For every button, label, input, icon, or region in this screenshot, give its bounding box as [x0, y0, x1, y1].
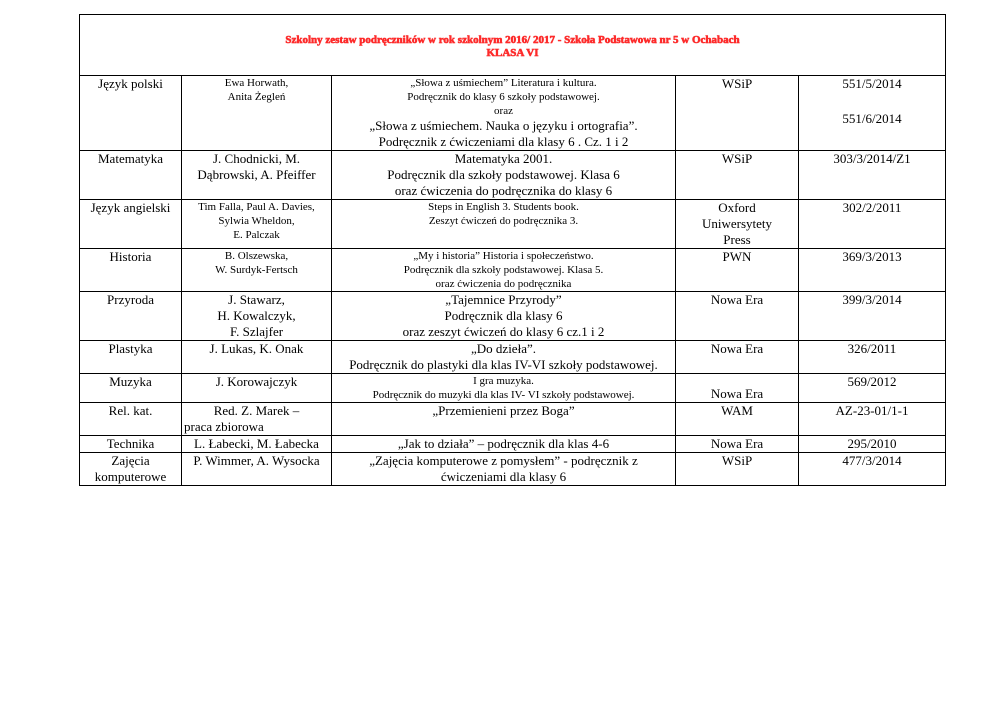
book-line: „Tajemnice Przyrody” — [445, 292, 562, 307]
book-cell — [332, 76, 676, 151]
number-cell — [799, 341, 946, 374]
publisher-line: Oxford — [718, 200, 756, 215]
subject-cell — [80, 403, 182, 436]
book-cell — [332, 403, 676, 436]
authors-cell — [182, 200, 332, 249]
publisher: WSiP — [721, 453, 753, 468]
publisher-cell — [676, 453, 799, 486]
publisher-cell — [676, 151, 799, 200]
publisher: Nowa Era — [710, 386, 764, 401]
book-line: Podręcznik dla szkoły podstawowej. Klasa 5. — [403, 264, 604, 276]
subject-line: Zajęcia — [111, 453, 150, 468]
authors-cell — [182, 403, 332, 436]
author-line: B. Olszewska, — [224, 250, 289, 262]
book-line: Podręcznik dla szkoły podstawowej. Klasa 6 — [387, 167, 620, 182]
book-line: oraz ćwiczenia do podręcznika — [435, 278, 572, 290]
subject: Muzyka — [109, 374, 152, 389]
book-line: „Przemienieni przez Boga” — [432, 403, 575, 418]
book-line: Podręcznik do muzyki dla klas IV- VI szkoły podstawowej. — [372, 389, 635, 401]
subject: Plastyka — [108, 341, 153, 356]
table-row — [80, 200, 946, 249]
book-cell — [332, 436, 676, 453]
publisher-line: Uniwersytety — [701, 216, 773, 231]
author-line: Anita Żegleń — [227, 91, 286, 103]
publisher-cell — [676, 249, 799, 292]
book-line: I gra muzyka. — [473, 375, 534, 387]
publisher: WAM — [721, 403, 753, 418]
authors-cell — [182, 292, 332, 341]
number-cell — [799, 403, 946, 436]
subject: Rel. kat. — [108, 403, 153, 418]
subject: Język angielski — [90, 200, 171, 215]
approval-number: 326/2011 — [847, 341, 897, 356]
publisher: PWN — [722, 249, 752, 264]
number-cell — [799, 200, 946, 249]
book-line: oraz — [494, 105, 513, 117]
author-line: Ewa Horwath, — [224, 77, 289, 89]
book-line: Podręcznik do klasy 6 szkoły podstawowej. — [407, 91, 600, 103]
subject-cell — [80, 341, 182, 374]
book-cell — [332, 292, 676, 341]
number-cell — [799, 151, 946, 200]
authors-cell — [182, 76, 332, 151]
publisher-cell — [676, 374, 799, 403]
book-line: „Do dzieła”. — [471, 341, 536, 356]
textbook-table — [79, 14, 946, 486]
approval-number: 569/2012 — [847, 374, 897, 389]
book-cell — [332, 453, 676, 486]
book-cell — [332, 341, 676, 374]
publisher-cell — [676, 200, 799, 249]
table-row — [80, 151, 946, 200]
approval-number: 303/3/2014/Z1 — [833, 151, 911, 166]
book-line: ćwiczeniami dla klasy 6 — [440, 469, 567, 484]
authors-cell — [182, 453, 332, 486]
book-line: Podręcznik z ćwiczeniami dla klasy 6 . Cz. 1 i 2 — [378, 134, 629, 149]
table-row — [80, 403, 946, 436]
book-cell — [332, 200, 676, 249]
author-line: J. Stawarz, — [228, 292, 285, 307]
author-line: praca zbiorowa — [184, 419, 264, 434]
publisher-cell — [676, 292, 799, 341]
book-line: „Słowa z uśmiechem. Nauka o języku i ortografia”. — [369, 118, 638, 133]
approval-number: 369/3/2013 — [842, 249, 902, 264]
authors-cell — [182, 436, 332, 453]
subject-cell — [80, 436, 182, 453]
publisher-cell — [676, 403, 799, 436]
number-cell — [799, 436, 946, 453]
book-line: Podręcznik dla klasy 6 — [444, 308, 563, 323]
book-line: „My i historia” Historia i społeczeństwo. — [413, 250, 594, 262]
title-row — [80, 15, 946, 76]
author-line: Dąbrowski, A. Pfeiffer — [197, 167, 316, 182]
approval-number: 551/6/2014 — [842, 111, 902, 126]
author-line: H. Kowalczyk, — [217, 308, 296, 323]
subject: Historia — [109, 249, 152, 264]
subject-cell — [80, 374, 182, 403]
number-cell — [799, 292, 946, 341]
table-row — [80, 292, 946, 341]
table-row — [80, 374, 946, 403]
publisher-cell — [676, 76, 799, 151]
book-line: „Słowa z uśmiechem” Literatura i kultura. — [410, 77, 597, 89]
authors-cell — [182, 341, 332, 374]
approval-number: 551/5/2014 — [842, 76, 902, 91]
subject-line: komputerowe — [94, 469, 167, 484]
book-line: oraz ćwiczenia do podręcznika do klasy 6 — [394, 183, 613, 198]
subject: Matematyka — [98, 151, 163, 166]
approval-number: 295/2010 — [847, 436, 897, 451]
book-cell — [332, 249, 676, 292]
author-line: W. Surdyk-Fertsch — [215, 264, 298, 276]
authors-cell — [182, 374, 332, 403]
subject: Język polski — [98, 76, 163, 91]
approval-number: 399/3/2014 — [842, 292, 902, 307]
table-row — [80, 76, 946, 151]
author-line: E. Palczak — [233, 229, 280, 241]
book-line: Zeszyt ćwiczeń do podręcznika 3. — [428, 215, 579, 227]
book-cell — [332, 374, 676, 403]
subject: Technika — [106, 436, 155, 451]
publisher: WSiP — [721, 76, 753, 91]
book-line: Podręcznik do plastyki dla klas IV-VI szkoły podstawowej. — [349, 357, 658, 372]
number-cell — [799, 249, 946, 292]
table-row — [80, 436, 946, 453]
author-line: J. Chodnicki, M. — [212, 151, 301, 166]
subject-cell — [80, 453, 182, 486]
author-line: L. Łabecki, M. Łabecka — [194, 436, 319, 451]
authors-cell — [182, 249, 332, 292]
book-line: oraz zeszyt ćwiczeń do klasy 6 cz.1 i 2 — [402, 324, 605, 339]
table-row — [80, 249, 946, 292]
author-line: F. Szlajfer — [229, 324, 284, 339]
document-page — [79, 14, 945, 486]
number-cell — [799, 76, 946, 151]
publisher: Nowa Era — [710, 292, 764, 307]
subject-cell — [80, 151, 182, 200]
publisher: WSiP — [721, 151, 753, 166]
publisher-line: Press — [723, 232, 751, 247]
author-line: Tim Falla, Paul A. Davies, — [198, 201, 315, 213]
book-line: „Jak to działa” – podręcznik dla klas 4-6 — [397, 436, 610, 451]
subject-cell — [80, 76, 182, 151]
publisher-cell — [676, 436, 799, 453]
author-line: J. Lukas, K. Onak — [209, 341, 304, 356]
authors-cell — [182, 151, 332, 200]
publisher-cell — [676, 341, 799, 374]
book-line: Matematyka 2001. — [454, 151, 553, 166]
author-line: J. Korowajczyk — [215, 374, 298, 389]
approval-number: AZ-23-01/1-1 — [835, 403, 909, 418]
table-row — [80, 341, 946, 374]
number-cell — [799, 453, 946, 486]
book-cell — [332, 151, 676, 200]
subject-cell — [80, 200, 182, 249]
book-line: „Zajęcia komputerowe z pomysłem” - podręcznik z — [369, 453, 638, 468]
approval-number: 302/2/2011 — [842, 200, 902, 215]
approval-number: 477/3/2014 — [842, 453, 902, 468]
document-title: Szkolny zestaw podręczników w rok szkolnym 2016/ 2017 - Szkoła Podstawowa nr 5 w Ochabach — [285, 34, 740, 46]
author-line: Red. Z. Marek – — [213, 403, 300, 418]
table-row — [80, 453, 946, 486]
number-cell — [799, 374, 946, 403]
subject-cell — [80, 292, 182, 341]
author-line: Sylwia Wheldon, — [218, 215, 295, 227]
subject: Przyroda — [107, 292, 154, 307]
class-title: KLASA VI — [486, 47, 539, 59]
publisher: Nowa Era — [710, 436, 764, 451]
book-line: Steps in English 3. Students book. — [428, 201, 579, 213]
subject-cell — [80, 249, 182, 292]
author-line: P. Wimmer, A. Wysocka — [193, 453, 320, 468]
title-cell — [80, 15, 946, 76]
publisher: Nowa Era — [710, 341, 764, 356]
